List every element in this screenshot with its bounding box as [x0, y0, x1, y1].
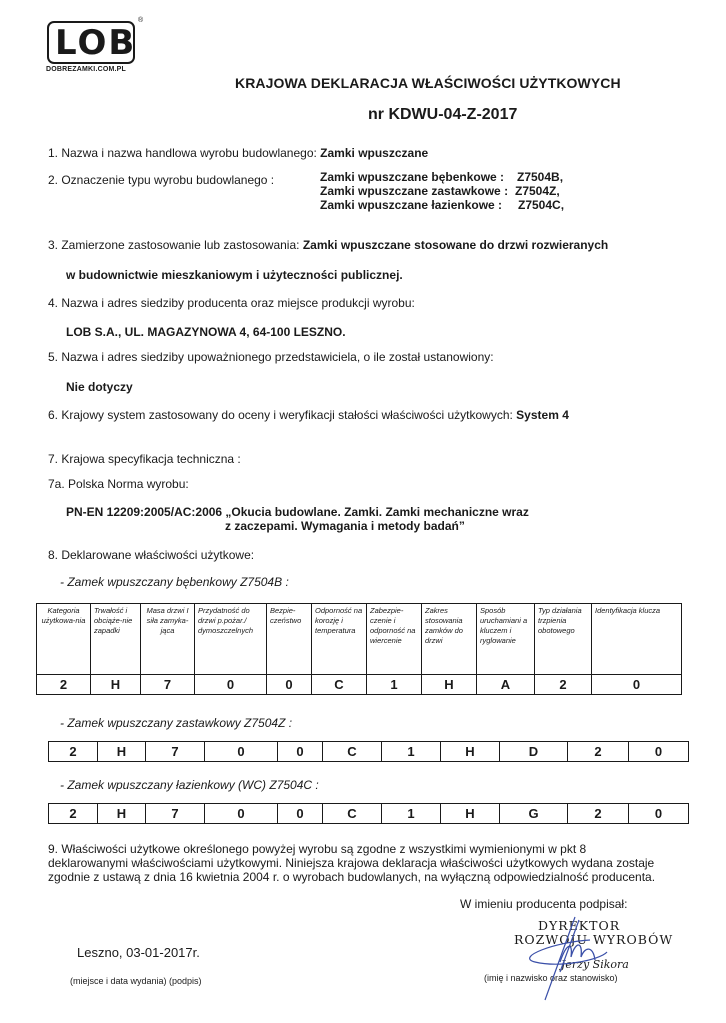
registered-mark: ® [138, 17, 144, 24]
value-cell: 1 [382, 742, 441, 762]
value-cell: 0 [629, 742, 689, 762]
value-cell: 7 [146, 804, 205, 824]
value-cell: 2 [49, 742, 98, 762]
value-cell: 1 [382, 804, 441, 824]
value-cell: 0 [629, 804, 689, 824]
place-date-caption: (miejsce i data wydania) (podpis) [70, 976, 202, 986]
header-cell: Zabezpie-czenie i odporność na wiercenie [367, 604, 422, 675]
section-9-line-2: deklarowanymi właściwościami użytkowymi. Niniejsza krajowa deklaracja właściwości użytkowych wydana zostaje [48, 856, 655, 870]
header-cell: Kategoria użytkowa-nia [37, 604, 91, 675]
handwritten-signature [515, 912, 635, 1002]
section-3 [48, 238, 608, 252]
value-cell: 1 [367, 675, 422, 695]
product-caption-3: - Zamek wpuszczany łazienkowy (WC) Z7504C : [60, 778, 319, 792]
value-cell: 7 [146, 742, 205, 762]
value-cell: C [323, 742, 382, 762]
header-cell: Bezpie-czeństwo [267, 604, 312, 675]
header-cell: Przydatność do drzwi p.pożar./ dymoszczelnych [195, 604, 267, 675]
value-cell: H [91, 675, 141, 695]
stamp-title-line-2: ROZWOJU WYROBÓW [514, 932, 674, 947]
signed-on-behalf: W imieniu producenta podpisał: [460, 897, 628, 911]
type-code-2: Z7504Z, [515, 184, 560, 198]
spec-value-row [37, 675, 682, 695]
section-2-label: 2. Oznaczenie typu wyrobu budowlanego : [48, 173, 275, 187]
spec-table-z7504b [36, 603, 682, 695]
section-6-label: 6. Krajowy system zastosowany do oceny i weryfikacji stałości właściwości użytkowych: [48, 408, 517, 422]
value-cell: 0 [592, 675, 682, 695]
section-7a-value-cont: z zaczepami. Wymagania i metody badań” [225, 519, 465, 533]
section-4-value: LOB S.A., UL. MAGAZYNOWA 4, 64-100 LESZNO. [66, 325, 346, 339]
header-cell: Identyfikacja klucza [592, 604, 682, 675]
document-title: KRAJOWA DEKLARACJA WŁAŚCIWOŚCI UŻYTKOWYCH [235, 75, 621, 91]
value-cell: G [500, 804, 568, 824]
spec-value-row [49, 742, 689, 762]
type-code-1: Z7504B, [517, 170, 564, 184]
section-3-label: 3. Zamierzone zastosowanie lub zastosowania: [48, 238, 303, 252]
value-cell: C [323, 804, 382, 824]
header-cell: Trwałość i obciąże-nie zapadki [91, 604, 141, 675]
section-4-label: 4. Nazwa i adres siedziby producenta oraz miejsce produkcji wyrobu: [48, 296, 415, 310]
spec-table-z7504z [48, 741, 689, 762]
value-cell: 0 [195, 675, 267, 695]
section-9-line-1: 9. Właściwości użytkowe określonego powyżej wyrobu są zgodne z wszystkimi wymienionymi w pkt 8 [48, 842, 587, 856]
section-6 [48, 408, 569, 422]
document-number: nr KDWU-04-Z-2017 [368, 106, 518, 123]
value-cell: 0 [267, 675, 312, 695]
value-cell: 2 [37, 675, 91, 695]
type-name-3: Zamki wpuszczane łazienkowe : [320, 198, 503, 212]
value-cell: D [500, 742, 568, 762]
section-5-value: Nie dotyczy [66, 380, 133, 394]
value-cell: H [98, 804, 146, 824]
section-1-value: Zamki wpuszczane [320, 146, 429, 160]
header-cell: Zakres stosowania zamków do drzwi [422, 604, 477, 675]
section-1-label: 1. Nazwa i nazwa handlowa wyrobu budowlanego: [48, 146, 321, 160]
product-caption-1: - Zamek wpuszczany bębenkowy Z7504B : [60, 575, 289, 589]
stamp-title-line-1: DYREKTOR [538, 918, 621, 933]
spec-value-row [49, 804, 689, 824]
value-cell: H [441, 804, 500, 824]
section-3-value-cont: w budownictwie mieszkaniowym i użyteczności publicznej. [66, 268, 403, 282]
value-cell: 7 [141, 675, 195, 695]
section-8-label: 8. Deklarowane właściwości użytkowe: [48, 548, 255, 562]
header-cell: Masa drzwi I siła zamyka-jąca [141, 604, 195, 675]
section-1 [48, 146, 428, 160]
signer-caption: (imię i nazwisko oraz stanowisko) [484, 973, 618, 983]
value-cell: H [422, 675, 477, 695]
value-cell: 2 [49, 804, 98, 824]
value-cell: 2 [568, 804, 629, 824]
section-5-label: 5. Nazwa i adres siedziby upoważnionego przedstawiciela, o ile został ustanowiony: [48, 350, 494, 364]
type-name-2: Zamki wpuszczane zastawkowe : [320, 184, 509, 198]
section-7-label: 7. Krajowa specyfikacja techniczna : [48, 452, 241, 466]
stamp-name: Jerzy Sikora [561, 958, 629, 971]
value-cell: 0 [278, 804, 323, 824]
value-cell: C [312, 675, 367, 695]
type-name-1: Zamki wpuszczane bębenkowe : [320, 170, 505, 184]
value-cell: H [441, 742, 500, 762]
value-cell: 2 [568, 742, 629, 762]
spec-header-row [37, 604, 682, 675]
value-cell: H [98, 742, 146, 762]
logo-mark: LOB [55, 23, 137, 63]
value-cell: A [477, 675, 535, 695]
value-cell: 0 [278, 742, 323, 762]
value-cell: 2 [535, 675, 592, 695]
section-3-value: Zamki wpuszczane stosowane do drzwi rozwieranych [302, 238, 609, 252]
type-code-3: Z7504C, [518, 198, 565, 212]
value-cell: 0 [205, 804, 278, 824]
header-cell: Typ działania trzpienia obotowego [535, 604, 592, 675]
logo-url: DOBREZAMKI.COM.PL [46, 66, 127, 73]
section-7a-label: 7a. Polska Norma wyrobu: [48, 477, 189, 491]
section-9-line-3: zgodnie z ustawą z dnia 16 kwietnia 2004 r. o wyrobach budowlanych, na wyłączną odpowiedzialność producenta. [48, 870, 656, 884]
logo-frame [47, 21, 135, 64]
header-cell: Sposób uruchamiani a kluczem i ryglowanie [477, 604, 535, 675]
spec-table-z7504c [48, 803, 689, 824]
section-7a-value: PN-EN 12209:2005/AC:2006 „Okucia budowlane. Zamki. Zamki mechaniczne wraz [66, 505, 529, 519]
value-cell: 0 [205, 742, 278, 762]
section-6-value: System 4 [516, 408, 569, 422]
product-caption-2: - Zamek wpuszczany zastawkowy Z7504Z : [60, 716, 293, 730]
place-and-date: Leszno, 03-01-2017r. [77, 945, 200, 960]
header-cell: Odporność na korozję i temperatura [312, 604, 367, 675]
